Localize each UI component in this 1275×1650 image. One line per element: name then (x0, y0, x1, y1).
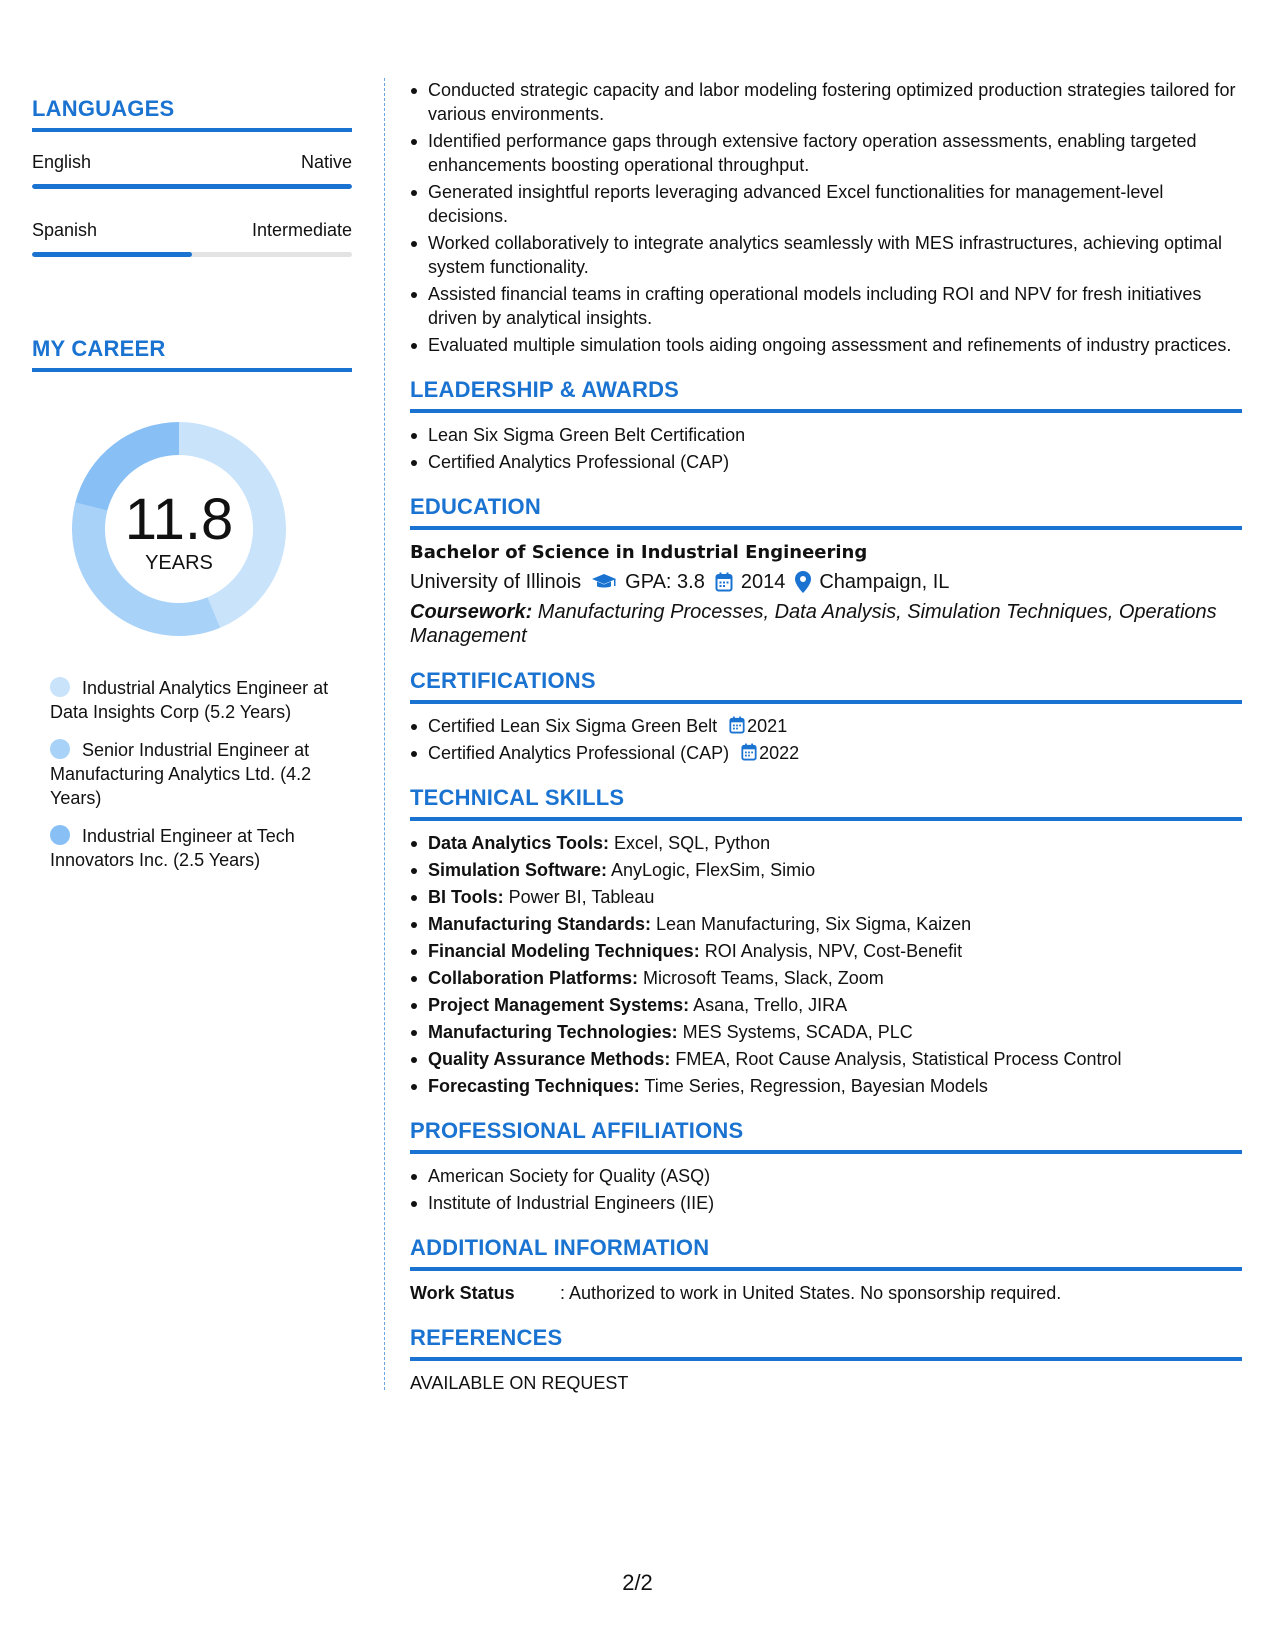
skills-section (410, 785, 1242, 1098)
skill-label: Manufacturing Technologies: (428, 1022, 678, 1042)
section-rule (410, 1357, 1242, 1361)
section-rule (410, 1267, 1242, 1271)
language-bar-spanish (32, 252, 352, 257)
leadership-list (410, 423, 1242, 474)
legend-dot (50, 825, 70, 845)
list-item: American Society for Quality (ASQ) (410, 1164, 1242, 1188)
career-section (32, 336, 352, 372)
skill-item (410, 912, 1242, 936)
language-bar-fill (32, 184, 352, 189)
leadership-section (410, 377, 1242, 474)
career-legend-text: Industrial Engineer at Tech Innovators Inc. (2.5 Years) (50, 826, 295, 870)
career-legend-item (50, 676, 340, 724)
work-status-row (410, 1281, 1242, 1305)
legend-dot (50, 739, 70, 759)
language-name: Spanish (32, 220, 98, 240)
education-degree: Bachelor of Science in Industrial Engineering (410, 542, 868, 563)
coursework-text: Manufacturing Processes, Data Analysis, Simulation Techniques, Operations Management (410, 601, 1217, 647)
education-coursework (410, 600, 1242, 648)
language-bar-fill (32, 252, 192, 257)
certification-year: 2022 (759, 743, 800, 763)
list-item (410, 714, 1242, 738)
skill-item (410, 966, 1242, 990)
career-legend-text: Industrial Analytics Engineer at Data Insights Corp (5.2 Years) (50, 678, 329, 722)
education-section (410, 494, 1242, 648)
section-rule (410, 1150, 1242, 1154)
career-title: MY CAREER (32, 336, 166, 361)
skills-list (410, 831, 1242, 1098)
coursework-label: Coursework: (410, 601, 533, 623)
career-legend-item (50, 738, 340, 810)
calendar-icon (741, 743, 757, 761)
education-school: University of Illinois (410, 571, 582, 593)
education-location: Champaign, IL (819, 571, 950, 593)
language-name: English (32, 152, 92, 172)
skill-item (410, 1074, 1242, 1098)
references-text: AVAILABLE ON REQUEST (410, 1373, 629, 1393)
list-item: Assisted financial teams in crafting operational models including ROI and NPV for fresh initiatives driven by analytical insights. (410, 282, 1242, 330)
list-item (410, 741, 1242, 765)
skill-label: Project Management Systems: (428, 995, 690, 1015)
career-legend-item (50, 824, 340, 872)
section-rule (410, 526, 1242, 530)
certification-year: 2021 (747, 716, 788, 736)
skill-value: ROI Analysis, NPV, Cost-Benefit (699, 941, 963, 961)
section-rule (32, 368, 352, 372)
career-legend (50, 676, 340, 886)
affiliations-list (410, 1164, 1242, 1215)
additional-section (410, 1235, 1242, 1305)
skill-label: Collaboration Platforms: (428, 968, 639, 988)
graduation-cap-icon (591, 573, 617, 591)
skill-item (410, 858, 1242, 882)
career-total-unit: YEARS (145, 552, 213, 574)
skill-label: BI Tools: (428, 887, 504, 907)
skill-item (410, 831, 1242, 855)
skill-value: Asana, Trello, JIRA (689, 995, 848, 1015)
languages-section (32, 96, 352, 132)
skill-label: Quality Assurance Methods: (428, 1049, 671, 1069)
section-rule (410, 817, 1242, 821)
list-item: Generated insightful reports leveraging advanced Excel functionalities for management-level decisions. (410, 180, 1242, 228)
certification-name: Certified Analytics Professional (CAP) (428, 743, 730, 763)
skill-value: Power BI, Tableau (503, 887, 655, 907)
certifications-list (410, 714, 1242, 765)
skill-value: FMEA, Root Cause Analysis, Statistical Process Control (670, 1049, 1122, 1069)
skill-value: AnyLogic, FlexSim, Simio (607, 860, 816, 880)
list-item: Conducted strategic capacity and labor modeling fostering optimized production strategies tailored for various environments. (410, 78, 1242, 126)
skills-title: TECHNICAL SKILLS (410, 785, 625, 810)
references-title: REFERENCES (410, 1325, 563, 1350)
certifications-section (410, 668, 1242, 765)
skill-item (410, 885, 1242, 909)
education-gpa: GPA: 3.8 (625, 571, 705, 593)
additional-title: ADDITIONAL INFORMATION (410, 1235, 710, 1260)
calendar-icon (729, 716, 745, 734)
skill-item (410, 993, 1242, 1017)
list-item: Evaluated multiple simulation tools aiding ongoing assessment and refinements of industry practices. (410, 333, 1242, 357)
skill-value: Lean Manufacturing, Six Sigma, Kaizen (651, 914, 972, 934)
skill-label: Manufacturing Standards: (428, 914, 652, 934)
right-column (410, 78, 1242, 1395)
page-number: 2/2 (622, 1570, 653, 1595)
affiliations-title: PROFESSIONAL AFFILIATIONS (410, 1118, 744, 1143)
education-title: EDUCATION (410, 494, 541, 519)
skill-label: Forecasting Techniques: (428, 1076, 640, 1096)
experience-bullets (410, 78, 1242, 357)
list-item: Lean Six Sigma Green Belt Certification (410, 423, 1242, 447)
skill-item (410, 939, 1242, 963)
language-bar-english (32, 184, 352, 189)
list-item: Certified Analytics Professional (CAP) (410, 450, 1242, 474)
skill-label: Financial Modeling Techniques: (428, 941, 700, 961)
skill-value: Time Series, Regression, Bayesian Models (639, 1076, 988, 1096)
references-section (410, 1325, 1242, 1395)
skill-label: Simulation Software: (428, 860, 608, 880)
skill-value: Excel, SQL, Python (609, 833, 771, 853)
career-legend-text: Senior Industrial Engineer at Manufacturing Analytics Ltd. (4.2 Years) (50, 740, 312, 808)
list-item: Identified performance gaps through extensive factory operation assessments, enabling targeted enhancements boosting operational throughput. (410, 129, 1242, 177)
calendar-icon (715, 572, 733, 592)
legend-dot (50, 677, 70, 697)
skill-item (410, 1020, 1242, 1044)
work-status-value: : Authorized to work in United States. No sponsorship required. (560, 1283, 1062, 1303)
language-row-spanish (32, 220, 352, 241)
education-year: 2014 (740, 571, 786, 593)
leadership-title: LEADERSHIP & AWARDS (410, 377, 680, 402)
skill-value: MES Systems, SCADA, PLC (677, 1022, 913, 1042)
map-pin-icon (795, 571, 811, 593)
languages-title: LANGUAGES (32, 96, 175, 121)
affiliations-section (410, 1118, 1242, 1215)
certifications-title: CERTIFICATIONS (410, 668, 596, 693)
section-rule (410, 700, 1242, 704)
section-rule (32, 128, 352, 132)
section-rule (410, 409, 1242, 413)
list-item: Institute of Industrial Engineers (IIE) (410, 1191, 1242, 1215)
skill-value: Microsoft Teams, Slack, Zoom (638, 968, 884, 988)
list-item: Worked collaboratively to integrate analytics seamlessly with MES infrastructures, achieving optimal system functionality. (410, 231, 1242, 279)
career-total-years: 11.8 (124, 487, 234, 552)
education-details (410, 566, 1242, 598)
column-divider (384, 78, 385, 1390)
certification-name: Certified Lean Six Sigma Green Belt (428, 716, 718, 736)
language-row-english (32, 152, 352, 173)
career-donut-chart (66, 416, 292, 642)
language-level: Native (300, 152, 352, 172)
language-level: Intermediate (251, 220, 352, 240)
work-status-label: Work Status (410, 1283, 515, 1303)
skill-label: Data Analytics Tools: (428, 833, 610, 853)
skill-item (410, 1047, 1242, 1071)
